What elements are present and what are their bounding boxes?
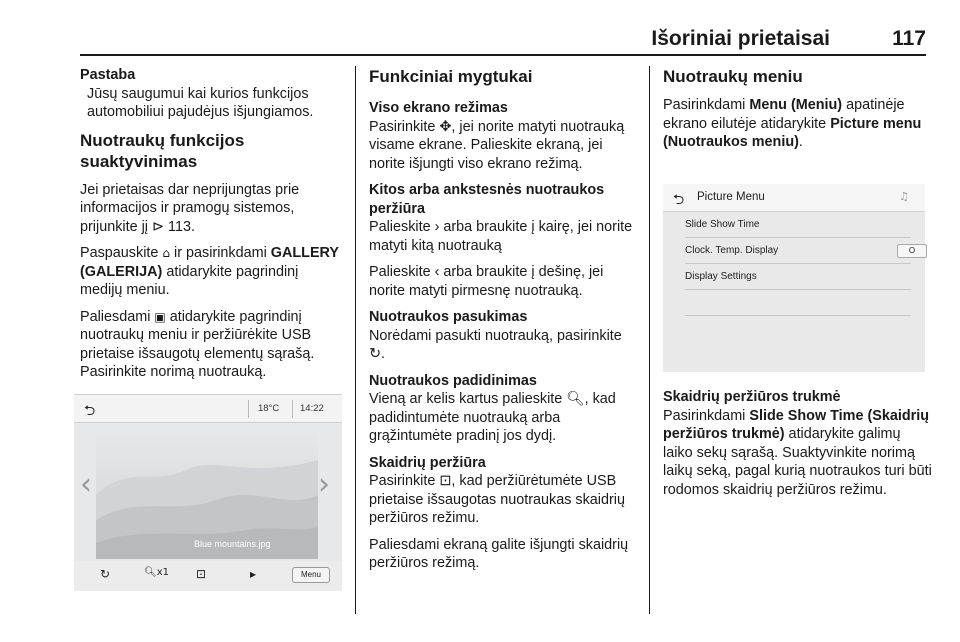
screen-title: Picture Menu xyxy=(697,191,765,203)
zoom-icon[interactable]: 🔍︎x1 xyxy=(144,567,169,578)
temperature-readout: 18°C xyxy=(258,403,280,414)
picture-icon: ▣ xyxy=(154,309,166,324)
separator xyxy=(248,400,249,418)
slideshow-icon[interactable]: ⊡ xyxy=(196,567,207,581)
paragraph: Pasirinkdami Slide Show Time (Skaidrių peržiūros trukmė) atidarykite galimų laiko sekų sąrašą. Suaktyvinkite norimą laikų seką, pagal kurią nuotraukos turi būti rodomos skaidrių peržiūros režimu. xyxy=(663,407,932,498)
section-heading: Funkciniai mygtukai xyxy=(369,67,533,86)
paragraph: Jei prietaisas dar neprijungtas prie informacijos ir pramogų sistemos, prijunkite jį ⊳ 113. xyxy=(80,181,300,235)
page-number: 117 xyxy=(892,27,926,50)
section-heading: Nuotraukų meniu xyxy=(663,67,803,86)
back-icon[interactable]: ⮌ xyxy=(673,191,685,207)
page-header xyxy=(0,0,960,56)
menu-item-clock-temp-display[interactable]: Clock. Temp. Display O xyxy=(685,238,911,264)
back-icon[interactable]: ⮌ xyxy=(84,402,96,418)
picture-menu-screen xyxy=(663,184,925,372)
menu-item-display-settings[interactable]: Display Settings xyxy=(685,264,911,290)
subsection-title: Skaidrių peržiūros trukmė xyxy=(663,389,841,405)
paragraph: Palieskite › arba braukite į kairę, jei norite matyti kitą nuotrauką xyxy=(369,219,633,254)
home-icon: ⌂ xyxy=(162,246,171,260)
play-icon[interactable]: ▸ xyxy=(250,567,257,581)
chapter-title: Išoriniai prietaisai xyxy=(651,27,830,50)
next-arrow-icon[interactable]: › xyxy=(318,467,330,502)
note-title: Pastaba xyxy=(80,67,136,83)
paragraph: Pasirinkite ⊡, kad peržiūrėtumėte USB prietaise išsaugotas nuotraukas skaidrių peržiūros režimu. xyxy=(369,473,625,526)
previous-arrow-icon[interactable]: ‹ xyxy=(80,467,92,502)
paragraph: Paspauskite ⌂ ir pasirinkdami GALLERY (GALERIJA) atidarykite pagrindinį medijų meniu. xyxy=(80,245,339,298)
screen-bottom-bar xyxy=(74,561,342,591)
time-readout: 14:22 xyxy=(300,403,324,414)
mountain-photo[interactable] xyxy=(96,425,318,559)
paragraph: Pasirinkdami Menu (Meniu) apatinėje ekrano eilutėje atidarykite Picture menu (Nuotraukos meniu). xyxy=(663,97,922,150)
screen-top-bar xyxy=(663,184,925,212)
column-right-lower xyxy=(663,388,933,499)
column-divider xyxy=(649,66,650,614)
paragraph: Paliesdami ▣ atidarykite pagrindinį nuotraukų meniu ir peržiūrėkite USB prietaise išsaugotų elementų sąrašą. Pasirinkite norimą nuotrauką. xyxy=(80,308,315,380)
picture-view-screen xyxy=(74,394,342,590)
subsection-title: Viso ekrano režimas xyxy=(369,100,508,116)
subsection-title: Nuotraukos pasukimas xyxy=(369,309,528,325)
column-divider xyxy=(355,66,356,614)
column-middle xyxy=(369,66,634,573)
rotate-icon[interactable]: ↻ xyxy=(100,567,111,581)
subsection-title: Kitos arba ankstesnės nuotraukos peržiūra xyxy=(369,182,605,217)
screen-top-bar xyxy=(74,395,342,423)
menu-button[interactable]: Menu xyxy=(292,567,330,583)
header-rule xyxy=(80,54,926,56)
separator xyxy=(292,400,293,418)
music-note-icon: ♫ xyxy=(899,190,909,203)
subsection-title: Skaidrių peržiūra xyxy=(369,454,486,471)
column-left xyxy=(80,66,342,382)
toggle-switch[interactable]: O xyxy=(897,244,927,258)
photo-caption: Blue mountains.jpg xyxy=(194,539,271,549)
column-right xyxy=(663,66,933,152)
paragraph: Norėdami pasukti nuotrauką, pasirinkite ↻. xyxy=(369,327,622,362)
note-body: Jūsų saugumui kai kurios funkcijos automobiliui pajudėjus išjungiamos. xyxy=(87,85,314,120)
subsection-title: Nuotraukos padidinimas xyxy=(369,372,537,389)
paragraph: Palieskite ‹ arba braukite į dešinę, jei norite matyti pirmesnę nuotrauką. xyxy=(369,264,604,299)
paragraph: Paliesdami ekraną galite išjungti skaidrių peržiūros režimą. xyxy=(369,536,629,571)
menu-item-slide-show-time[interactable]: Slide Show Time xyxy=(685,212,911,238)
section-heading: Nuotraukų funkcijos suaktyvinimas xyxy=(80,130,245,171)
paragraph: Pasirinkite ✥, jei norite matyti nuotrauką visame ekrane. Palieskite ekraną, jei norite išjungti viso ekrano režimą. xyxy=(369,118,625,172)
paragraph: Vieną ar kelis kartus palieskite 🔍︎, kad padidintumėte nuotrauką arba grąžintumėte pradinį jos dydį. xyxy=(369,391,616,444)
menu-item-empty xyxy=(685,290,911,316)
